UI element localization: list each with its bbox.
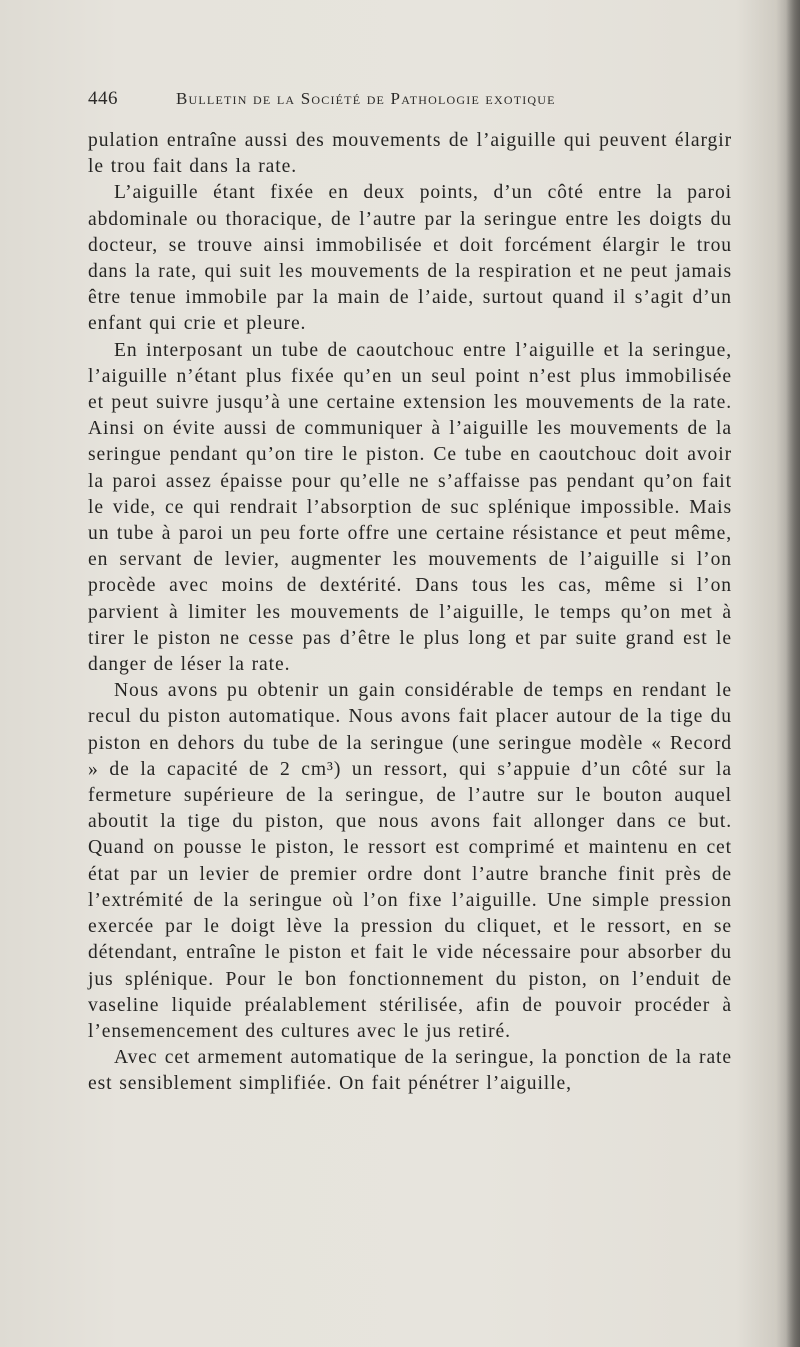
running-title: Bulletin de la Société de Pathologie exotique [176,89,556,108]
page-header [88,88,738,116]
paragraph: L’aiguille étant fixée en deux points, d’un côté entre la paroi abdominale ou thoracique, de l’autre par la seringue entre les doigts du docteur, se trouve ainsi immobilisée et doit forcément élargir le trou dans la rate, qui suit les mouvements de la respiration et ne peut jamais être tenue immobile par la main de l’aide, surtout quand il s’agit d’un enfant qui crie et pleure. [88,182,732,335]
paragraph: Avec cet armement automatique de la seringue, la ponction de la rate est sensiblement simplifiée. On fait pénétrer l’aiguille, [88,1047,732,1095]
page-edge-shadow [786,0,800,1347]
page-number: 446 [88,88,118,109]
paragraph: En interposant un tube de caoutchouc entre l’aiguille et la seringue, l’aiguille n’étant plus fixée qu’en un seul point n’est plus immobilisée et peut suivre jusqu’à une certaine extension les mouvements de la rate. Ainsi on évite aussi de communiquer à l’aiguille les mouvements de la seringue pendant qu’on tire le piston. Ce tube en caoutchouc doit avoir la paroi assez épaisse pour qu’elle ne s’affaisse pas pendant qu’on fait le vide, ce qui rendrait l’absorption de suc splénique impossible. Mais un tube à paroi un peu forte offre une certaine résistance et peut même, en servant de levier, augmenter les mouvements de l’aiguille si l’on procède avec moins de dextérité. Dans tous les cas, même si l’on parvient à limiter les mouvements de l’aiguille, le temps qu’on met à tirer le piston ne cesse pas d’être le plus long et par suite grand est le danger de léser la rate. [88,339,732,676]
paragraph: Nous avons pu obtenir un gain considérable de temps en rendant le recul du piston automatique. Nous avons fait placer autour de la tige du piston en dehors du tube de la seringue (une seringue modèle « Record » de la capacité de 2 cm³) un ressort, qui s’appuie d’un côté sur la fermeture supérieure de la seringue, de l’autre sur le bouton auquel aboutit la tige du piston, que nous avons fait allonger dans ce but. Quand on pousse le piston, le ressort est comprimé et maintenu en cet état par un levier de premier ordre dont l’autre branche finit près de l’extrémité de la seringue où l’on fixe l’aiguille. Une simple pression exercée par le doigt lève la pression du cliquet, et le ressort, en se détendant, entraîne le piston et fait le vide nécessaire pour absorber du jus splénique. Pour le bon fonctionnement du piston, on l’enduit de vaseline liquide préalablement stérilisée, afin de pouvoir procéder à l’ensemencement des cultures avec le jus retiré. [88,680,732,1042]
body-text [88,128,732,1098]
paragraph-continued: pulation entraîne aussi des mouvements de l’aiguille qui peuvent élargir le trou fait dans la rate. [88,130,732,178]
